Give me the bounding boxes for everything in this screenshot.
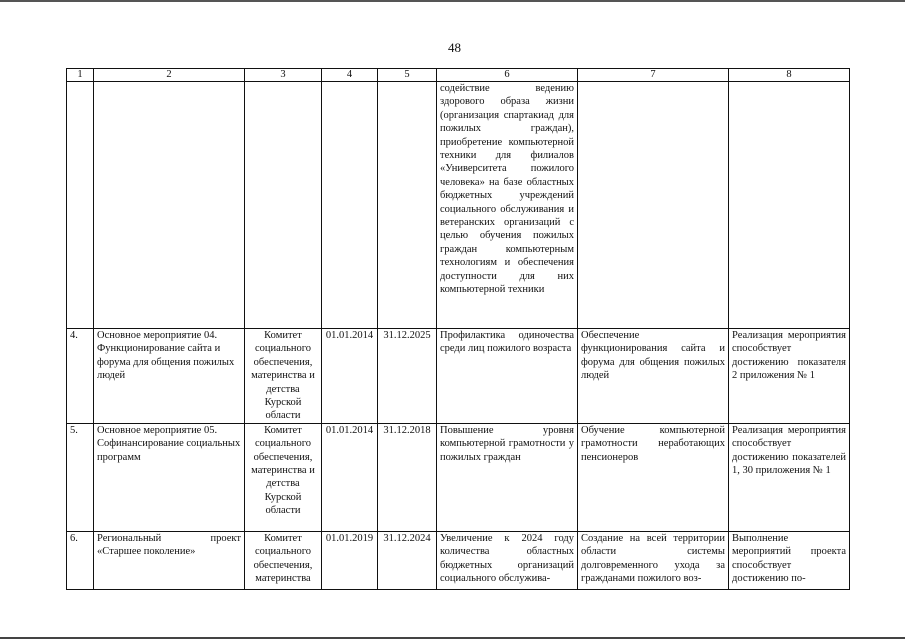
column-number: 5 (378, 69, 437, 82)
measure-content: Обучение компьютерной грамотности неработающих пенсионеров (578, 423, 729, 531)
column-number: 4 (322, 69, 378, 82)
table-cell (94, 82, 245, 329)
row-number: 5. (67, 423, 94, 531)
start-date: 01.01.2014 (322, 329, 378, 424)
row-number: 4. (67, 329, 94, 424)
column-number: 6 (437, 69, 578, 82)
column-number: 2 (94, 69, 245, 82)
start-date: 01.01.2014 (322, 423, 378, 531)
column-number: 3 (245, 69, 322, 82)
page-bottom-border (0, 637, 905, 639)
table-cell (322, 82, 378, 329)
measure-content: Обеспечение функционирования сайта и форума для общения пожилых людей (578, 329, 729, 424)
indicator-link: Выполнение мероприятий проекта способствует достижению по- (729, 531, 850, 589)
end-date: 31.12.2025 (378, 329, 437, 424)
table-row (67, 329, 850, 424)
table-row (67, 531, 850, 589)
measure-name: Основное мероприятие 05. Софинансирование социальных программ (94, 423, 245, 531)
table-cell (729, 82, 850, 329)
continuation-row (67, 82, 850, 329)
table-row (67, 423, 850, 531)
table-cell (578, 82, 729, 329)
column-number: 8 (729, 69, 850, 82)
indicator-link: Реализация мероприятия способствует достижению показателей 1, 30 приложения № 1 (729, 423, 850, 531)
end-date: 31.12.2024 (378, 531, 437, 589)
end-date: 31.12.2018 (378, 423, 437, 531)
page-top-border (0, 0, 905, 2)
measures-table (66, 68, 850, 590)
measure-content: Создание на всей территории области системы долговременного ухода за гражданами пожилого воз- (578, 531, 729, 589)
measure-name: Региональный проект «Старшее поколение» (94, 531, 245, 589)
page-number: 48 (448, 40, 461, 55)
column-number: 7 (578, 69, 729, 82)
executor: Комитет социального обеспечения, материнства и детства Курской области (245, 329, 322, 424)
executor: Комитет социального обеспечения, материнства и детства Курской области (245, 423, 322, 531)
expected-result: Профилактика одиночества среди лиц пожилого возраста (437, 329, 578, 424)
column-number: 1 (67, 69, 94, 82)
table-cell (67, 82, 94, 329)
table-cell (245, 82, 322, 329)
row-number: 6. (67, 531, 94, 589)
executor: Комитет социального обеспечения, материнства (245, 531, 322, 589)
expected-result: Повышение уровня компьютерной грамотности у пожилых граждан (437, 423, 578, 531)
expected-result: Увеличение к 2024 году количества областных бюджетных организаций социального обслужива- (437, 531, 578, 589)
measure-name: Основное мероприятие 04. Функционирование сайта и форума для общения пожилых людей (94, 329, 245, 424)
expected-result-cell: содействие ведению здорового образа жизни (организация спартакиад для пожилых граждан), приобретение компьютерной техники для филиалов «Университета пожилого человека» на базе областных бюджетных учреждений социального обслуживания и ветеранских организаций с целью обучения пожилых граждан компьютерным технологиям и обеспечения доступности для них компьютерной техники (437, 82, 578, 329)
table-cell (378, 82, 437, 329)
column-number-row (67, 69, 850, 82)
start-date: 01.01.2019 (322, 531, 378, 589)
indicator-link: Реализация мероприятия способствует достижению показателя 2 приложения № 1 (729, 329, 850, 424)
